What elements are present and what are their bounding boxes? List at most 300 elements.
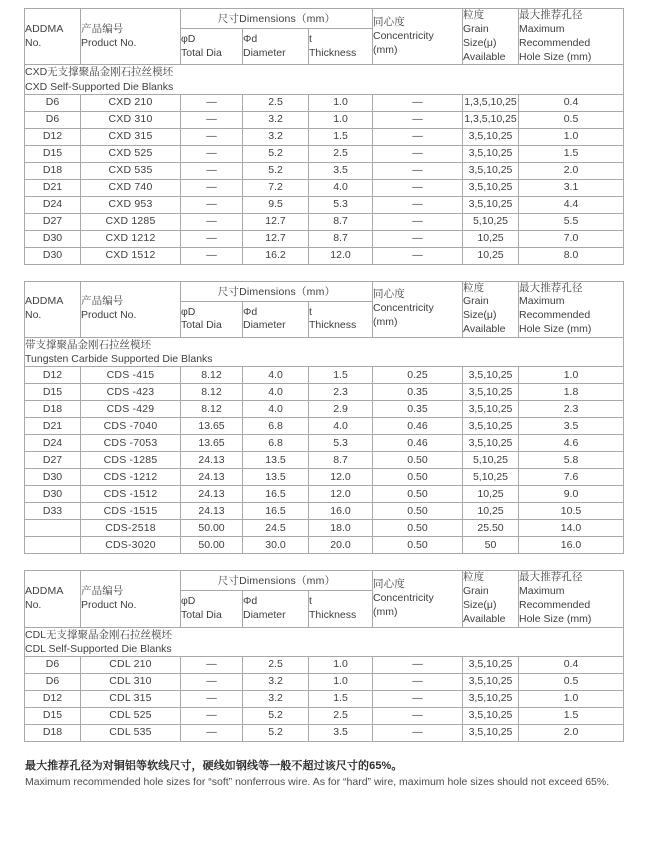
header-grain-en2: Available (463, 323, 506, 336)
footnote-english: Maximum recommended hole sizes for “soft” nonferrous wire. As for “hard” wire, maximum hole sizes should not exceed 65%. (25, 776, 610, 789)
table-spacer (24, 265, 623, 281)
header-grain-size (463, 9, 519, 65)
cell-thickness: 2.3 (309, 384, 373, 401)
spec-table (24, 8, 624, 265)
cell-product-no: CDS -1285 (81, 452, 181, 469)
table-row (25, 435, 624, 452)
cell-addma: D6 (25, 111, 81, 128)
cell-hole-size: 1.0 (519, 690, 624, 707)
header-total-dia (181, 29, 243, 65)
cell-total-dia: — (181, 196, 243, 213)
cell-product-no: CXD 210 (81, 94, 181, 111)
cell-grain-size: 3,5,10,25 (463, 690, 519, 707)
cell-hole-size: 5.8 (519, 452, 624, 469)
cell-diameter: 5.2 (243, 707, 309, 724)
cell-diameter: 4.0 (243, 367, 309, 384)
cell-addma: D6 (25, 673, 81, 690)
cell-diameter: 4.0 (243, 384, 309, 401)
header-hole-en1: Maximum (519, 22, 565, 35)
cell-concentricity: — (373, 94, 463, 111)
cell-total-dia: 50.00 (181, 520, 243, 537)
cell-hole-size: 1.0 (519, 367, 624, 384)
cell-grain-size: 1,3,5,10,25 (463, 111, 519, 128)
cell-total-dia: — (181, 673, 243, 690)
table-row (25, 213, 624, 230)
table-row (25, 162, 624, 179)
table-row (25, 384, 624, 401)
header-diameter-symbol: Φd (243, 305, 258, 318)
cell-grain-size: 5,10,25 (463, 213, 519, 230)
header-hole-en3: Hole Size (mm) (519, 50, 592, 63)
cell-grain-size: 3,5,10,25 (463, 179, 519, 196)
cell-concentricity: — (373, 690, 463, 707)
table-body (25, 627, 624, 741)
cell-hole-size: 3.1 (519, 179, 624, 196)
header-total-dia-label: Total Dia (181, 608, 222, 621)
cell-diameter: 12.7 (243, 213, 309, 230)
header-total-dia-symbol: φD (181, 595, 196, 608)
cell-addma (25, 520, 81, 537)
cell-thickness: 2.5 (309, 145, 373, 162)
section-title-cell (25, 65, 624, 94)
section-title-chinese: CDL无支撑聚晶金刚石拉丝模坯 (25, 628, 173, 641)
cell-diameter: 16.5 (243, 486, 309, 503)
cell-addma: D21 (25, 418, 81, 435)
header-product-en: Product No. (81, 598, 137, 611)
cell-hole-size: 1.5 (519, 145, 624, 162)
cell-total-dia: — (181, 94, 243, 111)
spec-table (24, 570, 624, 742)
cell-thickness: 3.5 (309, 724, 373, 741)
header-addma-cn: ADDMA (25, 584, 64, 597)
cell-product-no: CDS-3020 (81, 537, 181, 554)
cell-grain-size: 3,5,10,25 (463, 145, 519, 162)
cell-hole-size: 0.4 (519, 656, 624, 673)
footnote-chinese: 最大推荐孔径为对铜铝等软线尺寸，硬线如钢线等一般不超过该尺寸的65%。 (25, 759, 403, 772)
cell-grain-size: 10,25 (463, 247, 519, 264)
cell-thickness: 1.5 (309, 367, 373, 384)
cell-hole-size: 1.8 (519, 384, 624, 401)
header-hole-size (519, 9, 624, 65)
section-title-chinese: 带支撑聚晶金刚石拉丝模坯 (25, 339, 151, 351)
cell-product-no: CDS -429 (81, 401, 181, 418)
header-hole-en2: Recommended (519, 36, 591, 49)
cell-addma: D30 (25, 230, 81, 247)
cell-thickness: 8.7 (309, 452, 373, 469)
cell-addma: D12 (25, 690, 81, 707)
header-total-dia (181, 591, 243, 627)
cell-thickness: 12.0 (309, 469, 373, 486)
cell-addma: D12 (25, 128, 81, 145)
cell-addma: D18 (25, 162, 81, 179)
header-addma-en: No. (25, 36, 42, 49)
cell-total-dia: — (181, 111, 243, 128)
cell-product-no: CDL 315 (81, 690, 181, 707)
cell-diameter: 16.5 (243, 503, 309, 520)
cell-addma: D24 (25, 435, 81, 452)
cell-diameter: 9.5 (243, 196, 309, 213)
header-concentricity (373, 9, 463, 65)
cell-concentricity: 0.50 (373, 520, 463, 537)
header-total-dia (181, 301, 243, 337)
cell-product-no: CDL 310 (81, 673, 181, 690)
cell-addma: D30 (25, 247, 81, 264)
table-row (25, 707, 624, 724)
cell-thickness: 1.0 (309, 656, 373, 673)
cell-total-dia: 24.13 (181, 486, 243, 503)
header-hole-cn: 最大推荐孔径 (519, 571, 583, 584)
header-hole-en2: Recommended (519, 309, 591, 322)
cell-concentricity: 0.46 (373, 418, 463, 435)
header-total-dia-label: Total Dia (181, 46, 222, 59)
cell-grain-size: 3,5,10,25 (463, 435, 519, 452)
header-product-en: Product No. (81, 36, 137, 49)
header-thickness-symbol: t (309, 305, 312, 318)
cell-product-no: CXD 535 (81, 162, 181, 179)
cell-hole-size: 0.5 (519, 673, 624, 690)
cell-grain-size: 3,5,10,25 (463, 384, 519, 401)
cell-thickness: 1.5 (309, 690, 373, 707)
cell-thickness: 8.7 (309, 230, 373, 247)
cell-addma: D27 (25, 213, 81, 230)
cell-concentricity: — (373, 196, 463, 213)
cell-concentricity: — (373, 213, 463, 230)
cell-thickness: 12.0 (309, 486, 373, 503)
header-total-dia-symbol: φD (181, 305, 196, 318)
cell-product-no: CXD 953 (81, 196, 181, 213)
cell-product-no: CDS -415 (81, 367, 181, 384)
header-thickness (309, 29, 373, 65)
cell-total-dia: — (181, 690, 243, 707)
header-diameter (243, 29, 309, 65)
cell-thickness: 5.3 (309, 196, 373, 213)
cell-diameter: 5.2 (243, 724, 309, 741)
cell-thickness: 5.3 (309, 435, 373, 452)
cell-diameter: 2.5 (243, 656, 309, 673)
table-header-row-1 (25, 9, 624, 29)
cell-addma: D15 (25, 384, 81, 401)
table-row (25, 145, 624, 162)
table-row (25, 111, 624, 128)
table-row (25, 520, 624, 537)
header-addma (25, 9, 81, 65)
cell-hole-size: 16.0 (519, 537, 624, 554)
table-row (25, 690, 624, 707)
cell-concentricity: 0.25 (373, 367, 463, 384)
table-row (25, 196, 624, 213)
table-row (25, 247, 624, 264)
cell-total-dia: 24.13 (181, 503, 243, 520)
cell-total-dia: 50.00 (181, 537, 243, 554)
table-spacer (24, 554, 623, 570)
cell-grain-size: 10,25 (463, 486, 519, 503)
cell-diameter: 7.2 (243, 179, 309, 196)
cell-diameter: 5.2 (243, 162, 309, 179)
table-row (25, 469, 624, 486)
cell-grain-size: 1,3,5,10,25 (463, 94, 519, 111)
cell-grain-size: 3,5,10,25 (463, 401, 519, 418)
table-row (25, 537, 624, 554)
cell-addma: D30 (25, 486, 81, 503)
header-diameter (243, 591, 309, 627)
cell-total-dia: — (181, 213, 243, 230)
cell-grain-size: 3,5,10,25 (463, 707, 519, 724)
cell-product-no: CDS -7040 (81, 418, 181, 435)
cell-total-dia: — (181, 707, 243, 724)
cell-grain-size: 10,25 (463, 230, 519, 247)
cell-concentricity: 0.50 (373, 469, 463, 486)
header-hole-en3: Hole Size (mm) (519, 612, 592, 625)
cell-diameter: 3.2 (243, 111, 309, 128)
header-concentricity-en1: Concentricity (373, 29, 434, 42)
header-product-no (81, 281, 181, 337)
cell-hole-size: 8.0 (519, 247, 624, 264)
cell-concentricity: — (373, 128, 463, 145)
cell-concentricity: — (373, 724, 463, 741)
table-row (25, 230, 624, 247)
cell-total-dia: — (181, 230, 243, 247)
header-product-en: Product No. (81, 309, 137, 322)
table-row (25, 673, 624, 690)
header-concentricity (373, 571, 463, 627)
cell-total-dia: — (181, 724, 243, 741)
cell-concentricity: — (373, 230, 463, 247)
cell-total-dia: — (181, 162, 243, 179)
header-grain-size (463, 281, 519, 337)
cell-concentricity: 0.46 (373, 435, 463, 452)
section-title-chinese: CXD无支撑聚晶金刚石拉丝模坯 (25, 66, 174, 79)
cell-total-dia: — (181, 128, 243, 145)
cell-product-no: CDS -1212 (81, 469, 181, 486)
header-thickness (309, 301, 373, 337)
cell-diameter: 16.2 (243, 247, 309, 264)
cell-concentricity: — (373, 111, 463, 128)
table-row (25, 452, 624, 469)
cell-hole-size: 2.0 (519, 162, 624, 179)
cell-addma: D30 (25, 469, 81, 486)
cell-grain-size: 50 (463, 537, 519, 554)
header-concentricity-en1: Concentricity (373, 302, 434, 315)
cell-grain-size: 3,5,10,25 (463, 128, 519, 145)
cell-total-dia: 24.13 (181, 469, 243, 486)
cell-hole-size: 0.4 (519, 94, 624, 111)
header-grain-size (463, 571, 519, 627)
header-addma-en: No. (25, 309, 42, 322)
cell-grain-size: 10,25 (463, 503, 519, 520)
cell-addma: D12 (25, 367, 81, 384)
cell-diameter: 5.2 (243, 145, 309, 162)
cell-diameter: 13.5 (243, 452, 309, 469)
table-row (25, 724, 624, 741)
header-concentricity-en2: (mm) (373, 605, 398, 618)
cell-concentricity: — (373, 707, 463, 724)
header-concentricity-en2: (mm) (373, 43, 398, 56)
section-title-english: Tungsten Carbide Supported Die Blanks (25, 353, 213, 366)
cell-total-dia: 8.12 (181, 401, 243, 418)
header-concentricity-cn: 同心度 (373, 15, 405, 28)
header-thickness-label: Thickness (309, 319, 357, 332)
header-product-cn: 产品编号 (81, 22, 124, 35)
section-title-english: CXD Self-Supported Die Blanks (25, 80, 174, 93)
table-row (25, 179, 624, 196)
cell-diameter: 24.5 (243, 520, 309, 537)
cell-concentricity: 0.50 (373, 486, 463, 503)
cell-total-dia: 13.65 (181, 418, 243, 435)
cell-hole-size: 4.4 (519, 196, 624, 213)
cell-total-dia: — (181, 145, 243, 162)
header-hole-size (519, 571, 624, 627)
section-title-row (25, 338, 624, 367)
cell-hole-size: 2.0 (519, 724, 624, 741)
cell-hole-size: 7.0 (519, 230, 624, 247)
cell-total-dia: — (181, 179, 243, 196)
cell-total-dia: — (181, 247, 243, 264)
cell-thickness: 4.0 (309, 179, 373, 196)
cell-diameter: 4.0 (243, 401, 309, 418)
spec-table (24, 281, 624, 555)
cell-grain-size: 3,5,10,25 (463, 196, 519, 213)
header-thickness-label: Thickness (309, 46, 357, 59)
header-diameter-symbol: Φd (243, 595, 258, 608)
header-product-no (81, 9, 181, 65)
footnote (24, 758, 625, 791)
cell-product-no: CDS -1515 (81, 503, 181, 520)
cell-thickness: 1.0 (309, 673, 373, 690)
cell-product-no: CXD 525 (81, 145, 181, 162)
cell-thickness: 2.9 (309, 401, 373, 418)
cell-diameter: 6.8 (243, 435, 309, 452)
cell-diameter: 13.5 (243, 469, 309, 486)
cell-total-dia: 8.12 (181, 384, 243, 401)
cell-addma: D6 (25, 94, 81, 111)
header-concentricity-cn: 同心度 (373, 288, 405, 301)
cell-product-no: CDS-2518 (81, 520, 181, 537)
header-addma-cn: ADDMA (25, 22, 64, 35)
cell-grain-size: 3,5,10,25 (463, 673, 519, 690)
cell-diameter: 30.0 (243, 537, 309, 554)
cell-thickness: 1.5 (309, 128, 373, 145)
header-grain-en1: Grain Size(μ) (463, 22, 497, 49)
header-diameter-symbol: Φd (243, 32, 258, 45)
cell-thickness: 1.0 (309, 111, 373, 128)
header-grain-en1: Grain Size(μ) (463, 584, 497, 611)
table-body (25, 338, 624, 554)
cell-grain-size: 25.50 (463, 520, 519, 537)
header-addma (25, 571, 81, 627)
cell-addma: D24 (25, 196, 81, 213)
cell-addma (25, 537, 81, 554)
table-body (25, 65, 624, 264)
header-diameter-label: Diameter (243, 319, 286, 332)
section-title-row (25, 627, 624, 656)
cell-concentricity: 0.50 (373, 503, 463, 520)
cell-thickness: 18.0 (309, 520, 373, 537)
cell-addma: D33 (25, 503, 81, 520)
cell-thickness: 16.0 (309, 503, 373, 520)
cell-product-no: CXD 740 (81, 179, 181, 196)
cell-concentricity: 0.50 (373, 452, 463, 469)
section-title-cell (25, 627, 624, 656)
cell-addma: D21 (25, 179, 81, 196)
cell-hole-size: 7.6 (519, 469, 624, 486)
table-row (25, 367, 624, 384)
cell-product-no: CDS -423 (81, 384, 181, 401)
cell-grain-size: 3,5,10,25 (463, 367, 519, 384)
header-thickness-symbol: t (309, 32, 312, 45)
header-grain-cn: 粒度 (463, 281, 485, 294)
cell-hole-size: 9.0 (519, 486, 624, 503)
header-hole-en3: Hole Size (mm) (519, 323, 592, 336)
cell-thickness: 2.5 (309, 707, 373, 724)
cell-hole-size: 1.5 (519, 707, 624, 724)
cell-addma: D18 (25, 724, 81, 741)
header-product-cn: 产品编号 (81, 584, 124, 597)
header-diameter-label: Diameter (243, 46, 286, 59)
cell-total-dia: 13.65 (181, 435, 243, 452)
cell-thickness: 1.0 (309, 94, 373, 111)
header-dimensions-group: 尺寸Dimensions（mm） (181, 9, 373, 29)
cell-addma: D6 (25, 656, 81, 673)
header-hole-en1: Maximum (519, 295, 565, 308)
section-title-english: CDL Self-Supported Die Blanks (25, 642, 172, 655)
cell-diameter: 3.2 (243, 690, 309, 707)
cell-thickness: 20.0 (309, 537, 373, 554)
header-grain-en2: Available (463, 50, 506, 63)
cell-product-no: CDL 210 (81, 656, 181, 673)
header-total-dia-symbol: φD (181, 32, 196, 45)
header-diameter (243, 301, 309, 337)
cell-grain-size: 3,5,10,25 (463, 724, 519, 741)
table-header-row-1 (25, 571, 624, 591)
cell-product-no: CDL 535 (81, 724, 181, 741)
header-concentricity-en1: Concentricity (373, 591, 434, 604)
cell-thickness: 4.0 (309, 418, 373, 435)
header-grain-cn: 粒度 (463, 571, 485, 584)
cell-diameter: 3.2 (243, 128, 309, 145)
table-row (25, 656, 624, 673)
header-thickness-label: Thickness (309, 608, 357, 621)
cell-hole-size: 14.0 (519, 520, 624, 537)
cell-hole-size: 3.5 (519, 418, 624, 435)
cell-addma: D15 (25, 707, 81, 724)
cell-grain-size: 3,5,10,25 (463, 162, 519, 179)
cell-diameter: 6.8 (243, 418, 309, 435)
cell-hole-size: 5.5 (519, 213, 624, 230)
header-concentricity-en2: (mm) (373, 316, 398, 329)
header-total-dia-label: Total Dia (181, 319, 222, 332)
header-addma (25, 281, 81, 337)
table-row (25, 94, 624, 111)
cell-total-dia: — (181, 656, 243, 673)
cell-product-no: CXD 310 (81, 111, 181, 128)
tables-container (24, 8, 623, 742)
cell-grain-size: 5,10,25 (463, 469, 519, 486)
section-title-cell (25, 338, 624, 367)
table-row (25, 418, 624, 435)
table-row (25, 128, 624, 145)
header-hole-en1: Maximum (519, 584, 565, 597)
header-thickness (309, 591, 373, 627)
cell-thickness: 12.0 (309, 247, 373, 264)
cell-hole-size: 4.6 (519, 435, 624, 452)
header-concentricity (373, 281, 463, 337)
cell-hole-size: 0.5 (519, 111, 624, 128)
cell-thickness: 8.7 (309, 213, 373, 230)
cell-grain-size: 5,10,25 (463, 452, 519, 469)
header-grain-en2: Available (463, 612, 506, 625)
header-grain-cn: 粒度 (463, 9, 485, 21)
cell-concentricity: 0.50 (373, 537, 463, 554)
